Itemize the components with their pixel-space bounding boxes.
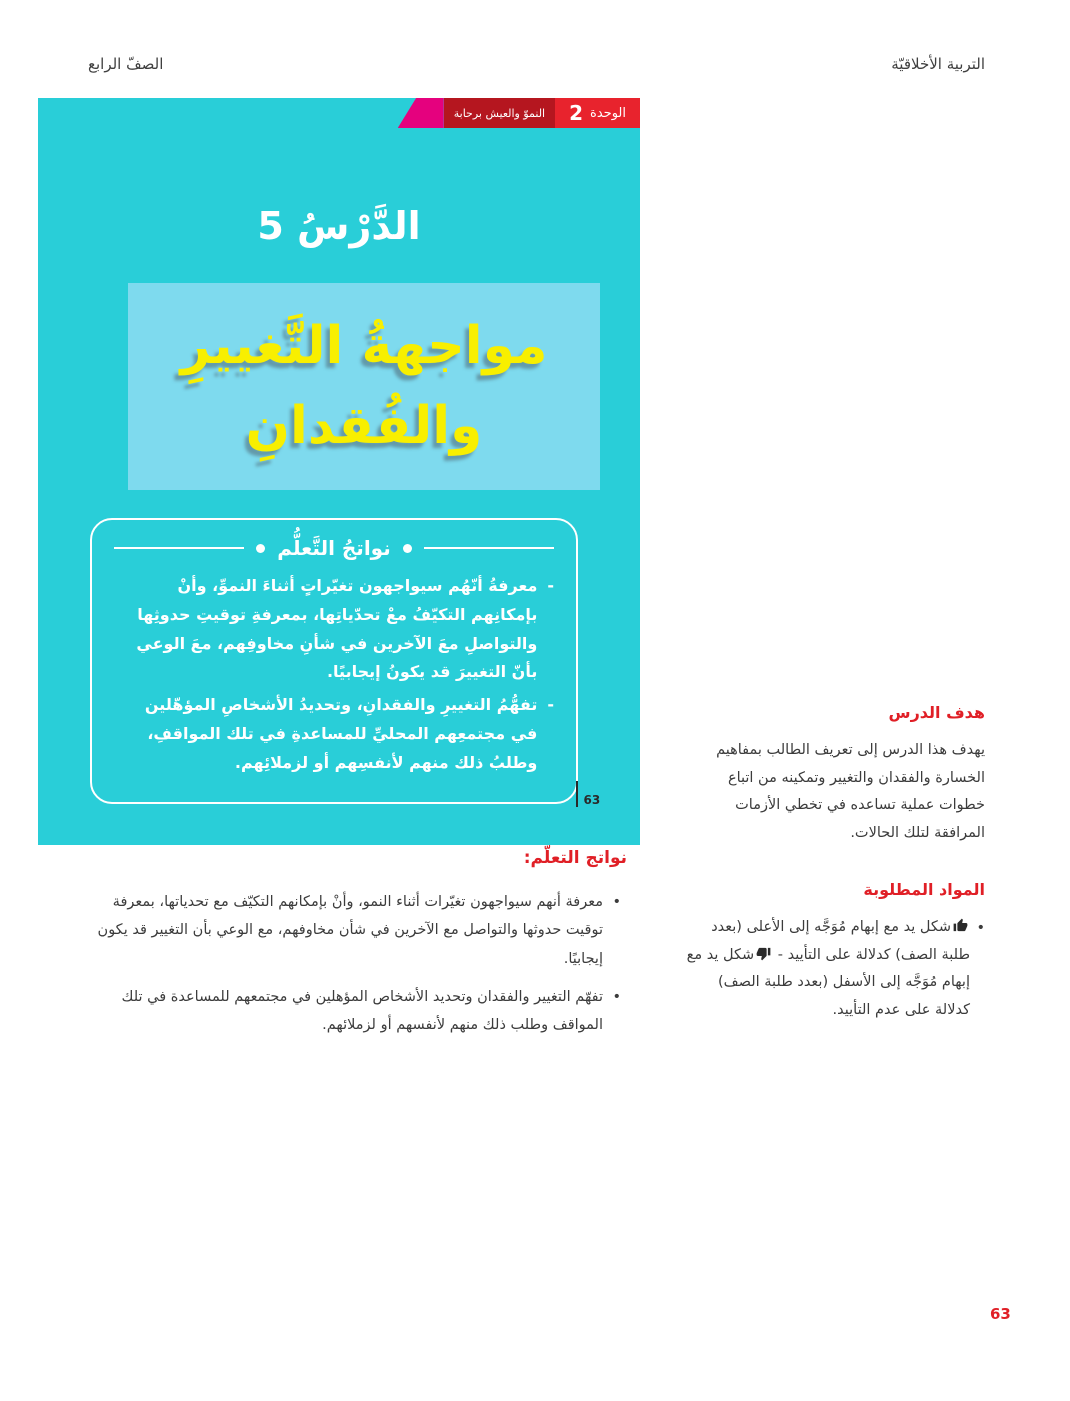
outcome-text: معرفة أنهم سيواجهون تغيّرات أثناء النمو، وأنْ بإمكانهم التكيّف مع تحدياتها، بمعرفة توقيت حدوثها والتواصل مع الآخرين في شأن مخاوفهم، مع الوعي بأن التغيير قد يكون إيجابيًا. [97,894,603,967]
outcomes-list [114,572,554,778]
lesson-objective-text: يهدف هذا الدرس إلى تعريف الطالب بمفاهيم الخسارة والفقدان والتغيير وتمكينه من اتباع خطوات عملية تساعده في تخطي الأزمات المرافقة لتلك الحالات. [716,742,985,841]
card-page-number [576,781,600,807]
lesson-objective-title: هدف الدرس [888,703,985,722]
decorative-dot-left [403,544,412,553]
learning-outcomes-box [90,518,578,804]
thumb-up-icon [953,918,968,933]
outcome-text: تفهُّمُ التغييرِ والفقدانِ، وتحديدُ الأشخاصِ المؤهّلين في مجتمعِهم المحليِّ للمساعدةِ في تلك المواقفِ، وطلبُ ذلك منهم لأنفسِهم أو لزملائِهم. [144,695,538,772]
unit-label: الوحدة [590,105,626,121]
decorative-dot-right [256,544,265,553]
unit-title: النموّ والعيش برحابة [444,98,555,128]
unit-number: 2 [569,101,584,125]
outcomes-section-title: نواتج التعلّم: [523,848,627,868]
bullet-marker: • [612,988,621,1005]
decorative-line-left [424,547,554,549]
outcomes-box-header [114,536,554,560]
unit-ribbon [398,98,640,128]
outcomes-box-title: نواتجُ التَّعلُّم [277,536,391,560]
lesson-title-panel [128,283,600,490]
teacher-notes-column [685,703,985,1024]
page-number: 63 [990,1305,1011,1323]
lesson-title-line1: مواجهةُ التَّغييرِ [180,316,548,377]
materials-segment-up: شكل يد مع إبهام مُوَجَّه إلى الأعلى (بعدد طلبة الصف) كدلالة على التأييد - [711,919,970,963]
outcome-text: تفهّم التغيير والفقدان وتحديد الأشخاص المؤهلين في مجتمعهم للمساعدة في تلك المواقف وطلب ذلك منهم لأنفسهم أو لزملائهم. [121,988,603,1034]
unit-badge [555,98,640,128]
header-subject: التربية الأخلاقيّة [891,55,985,73]
list-item [114,691,554,777]
lesson-title-line2: والفُقدانِ [245,395,483,456]
ribbon-pink-tip [398,98,444,128]
learning-outcomes-section [95,848,627,1049]
decorative-line-right [114,547,244,549]
bullet-marker: • [976,920,985,937]
materials-segment-down: شكل يد مع إبهام مُوَجَّه إلى الأسفل (بعدد طلبة الصف) كدلالة على عدم التأييد. [686,946,970,1018]
dash-marker: - [547,576,554,595]
list-item [95,888,627,973]
list-item [95,983,627,1040]
outcomes-section-list [95,888,627,1039]
list-item [114,572,554,687]
card-page-number-value: 63 [583,793,601,807]
materials-title: المواد المطلوبة [863,880,985,900]
dash-marker: - [547,695,554,715]
lesson-label: الدَّرْسُ 5 [257,204,421,248]
materials-text [685,914,985,1024]
outcome-text: معرفةُ أنّهُم سيواجهون تغيّراتٍ أثناءَ النموِّ، وأنْ بإمكانِهم التكيّفُ معْ تحدّياتِها، بمعرفةِ توقيتِ حدوثِها والتواصلِ معَ الآخرين في شأنِ مخاوفِهم، معَ الوعي بأنّ التغييرَ قد يكونُ إيجابيًا. [136,576,538,682]
textbook-page-card [38,98,640,845]
header-grade: الصفّ الرابع [88,55,164,73]
bullet-marker: • [612,894,621,910]
thumb-down-icon [756,946,771,961]
divider-line [576,781,578,807]
